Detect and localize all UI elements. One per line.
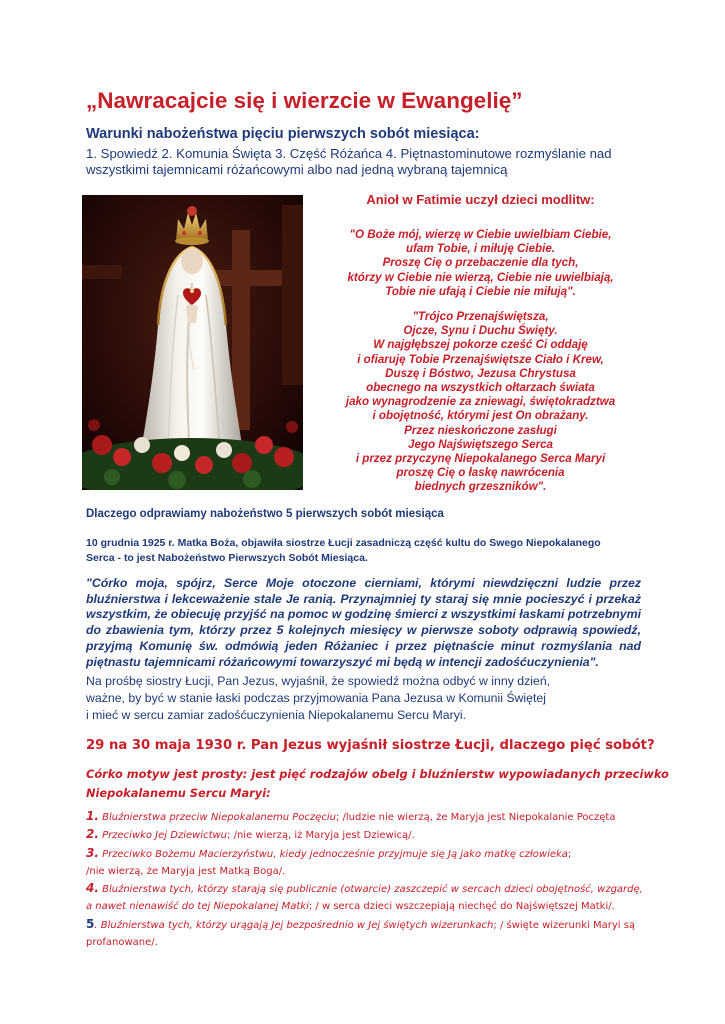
quote-line: do zbawienia tym, którzy przez 5 kolejnych miesięcy w pierwsze soboty odprawią spowiedź,: [86, 623, 641, 638]
quote-line: piętnastu tajemnicami różańcowymi towarzyszyć mi będą w intencji zadośćuczynienia".: [86, 654, 599, 669]
blasphemies-list: [86, 808, 646, 951]
list-item-continuation: a nawet nienawiść do tej Niepokalanej Matki; / w serca dzieci wszczepiają niechęć do Najświętszej Matki/.: [86, 901, 615, 913]
list-item: 1. Bluźnierstwa przeciw Niepokalanemu Poczęciu; /ludzie nie wierzą, że Maryja jest Niepokalanie Poczęta: [86, 809, 616, 823]
prayer-line: którzy w Ciebie nie wierzą, Ciebie nie uwielbiają,: [347, 270, 614, 284]
prayers-column: [318, 193, 643, 495]
our-lady-of-fatima-image: [82, 195, 303, 490]
motive-line: Niepokalanemu Sercu Maryi:: [86, 785, 271, 800]
list-item-continuation: profanowane/.: [86, 937, 158, 949]
quote-line: bluźnierstwa i lekceważenie stale Je ranią. Przynajmniej ty staraj się mnie pocieszyć i przekaż: [86, 591, 641, 606]
five-saturdays-heading: 29 na 30 maja 1930 r. Pan Jezus wyjaśnił siostrze Łucji, dlaczego pięć sobót?: [86, 738, 655, 753]
prayer-line: ufam Tobie, i miłuję Ciebie.: [405, 242, 556, 256]
why-heading: Dlaczego odprawiamy nabożeństwo 5 pierwszych sobót miesiąca: [86, 508, 444, 520]
pledge-line: ważne, by być w stanie łaski podczas przyjmowania Pana Jezusa w Komunii Świętej: [86, 691, 546, 705]
page-title: „Nawracajcie się i wierzcie w Ewangelię”: [86, 88, 523, 113]
prayer-line: biednych grzeszników".: [414, 480, 547, 494]
angel-prayers-heading: Anioł w Fatimie uczył dzieci modlitw:: [366, 192, 595, 207]
prayer-line: jako wynagrodzenie za zniewagi, świętokradztwa: [345, 395, 616, 409]
prayer-line: Proszę Cię o przebaczenie dla tych,: [382, 256, 579, 270]
prayer-line: Przez nieskończone zasługi: [404, 423, 557, 437]
prayer-line: W najgłębszej pokorze cześć Ci oddaję: [373, 338, 588, 352]
prayer-line: Duszę i Bóstwo, Jezusa Chrystusa: [385, 366, 576, 380]
motive-line: Córko motyw jest prosty: jest pięć rodzajów obelg i bluźnierstw wypowiadanych przeciwko: [86, 767, 669, 781]
prayer-line: proszę Cię o łaskę nawrócenia: [396, 466, 565, 480]
prayer-line: i przez przyczynę Niepokalanego Serca Maryi: [355, 452, 606, 466]
history-line: 10 grudnia 1925 r. Matka Boża, objawiła siostrze Łucji zasadniczą część kultu do Swego Niepokalanego: [86, 537, 601, 549]
conditions-text: [86, 146, 646, 178]
confession-explanation: [86, 673, 646, 724]
quote-line: wszystkim, że obiecuję przyjść na pomoc w godzinę śmierci z wszystkimi łaskami potrzebnymi: [86, 607, 641, 622]
prayer-line: "O Boże mój, wierzę w Ciebie uwielbiam Ciebie,: [349, 228, 612, 241]
pledge-line: i mieć w sercu zamiar zadośćuczynienia Niepokalanemu Sercu Maryi.: [86, 708, 466, 722]
list-item: 5. Bluźnierstwa tych, którzy urągają Jej bezpośrednio w Jej świętych wizerunkach; / święte wizerunki Maryi są: [86, 916, 636, 931]
prayer-o-my-god: [318, 228, 643, 299]
prayer-line: i ofiaruję Tobie Przenajświętsze Ciało i Krew,: [357, 352, 604, 366]
mary-quote: [86, 576, 641, 670]
quote-line: przyjmą Komunię św. odmówią jeden Różaniec i przez piętnaście minut rozmyślania nad: [86, 638, 641, 653]
quote-line: "Córko moja, spójrz, Serce Moje otoczone cierniami, którymi niewdzięczni ludzie przez: [86, 576, 641, 590]
conditions-line: 1. Spowiedź 2. Komunia Święta 3. Część Różańca 4. Piętnastominutowe rozmyślanie nad: [86, 146, 612, 161]
history-paragraph: [86, 536, 646, 565]
pledge-line: Na prośbę siostry Łucji, Pan Jezus, wyjaśnił, że spowiedź można odbyć w inny dzień,: [86, 674, 551, 688]
motive-text: [86, 765, 669, 802]
prayer-line: "Trójco Przenajświętsza,: [412, 310, 549, 324]
conditions-heading: Warunki nabożeństwa pięciu pierwszych sobót miesiąca:: [86, 126, 480, 142]
conditions-line: wszystkimi tajemnicami różańcowymi albo nad jedną wybraną tajemnicą: [86, 162, 508, 177]
prayer-most-holy-trinity: [318, 310, 643, 495]
prayer-line: Ojcze, Synu i Duchu Święty.: [403, 324, 558, 338]
list-item: 3. Przeciwko Bożemu Macierzyństwu, kiedy jednocześnie przyjmuje się Ją jako matkę człowieka;: [86, 845, 572, 860]
list-item-continuation: /nie wierzą, że Maryja jest Matką Boga/.: [86, 865, 286, 877]
prayer-line: Jego Najświętszego Serca: [408, 437, 553, 451]
list-item: 4. Bluźnierstwa tych, którzy starają się publicznie (otwarcie) zaszczepić w sercach dzieci obojętność, wzgardę,: [86, 881, 643, 896]
prayer-line: i obojętność, którymi jest On obrażany.: [372, 409, 589, 423]
prayer-line: obecnego na wszystkich ołtarzach świata: [366, 381, 595, 395]
history-line: Serca - to jest Nabożeństwo Pierwszych Sobót Miesiąca.: [86, 551, 368, 564]
list-item: 2. Przeciwko Jej Dziewictwu; /nie wierzą, iż Maryja jest Dziewicą/.: [86, 827, 415, 842]
prayer-line: Tobie nie ufają i Ciebie nie miłują".: [385, 284, 576, 298]
